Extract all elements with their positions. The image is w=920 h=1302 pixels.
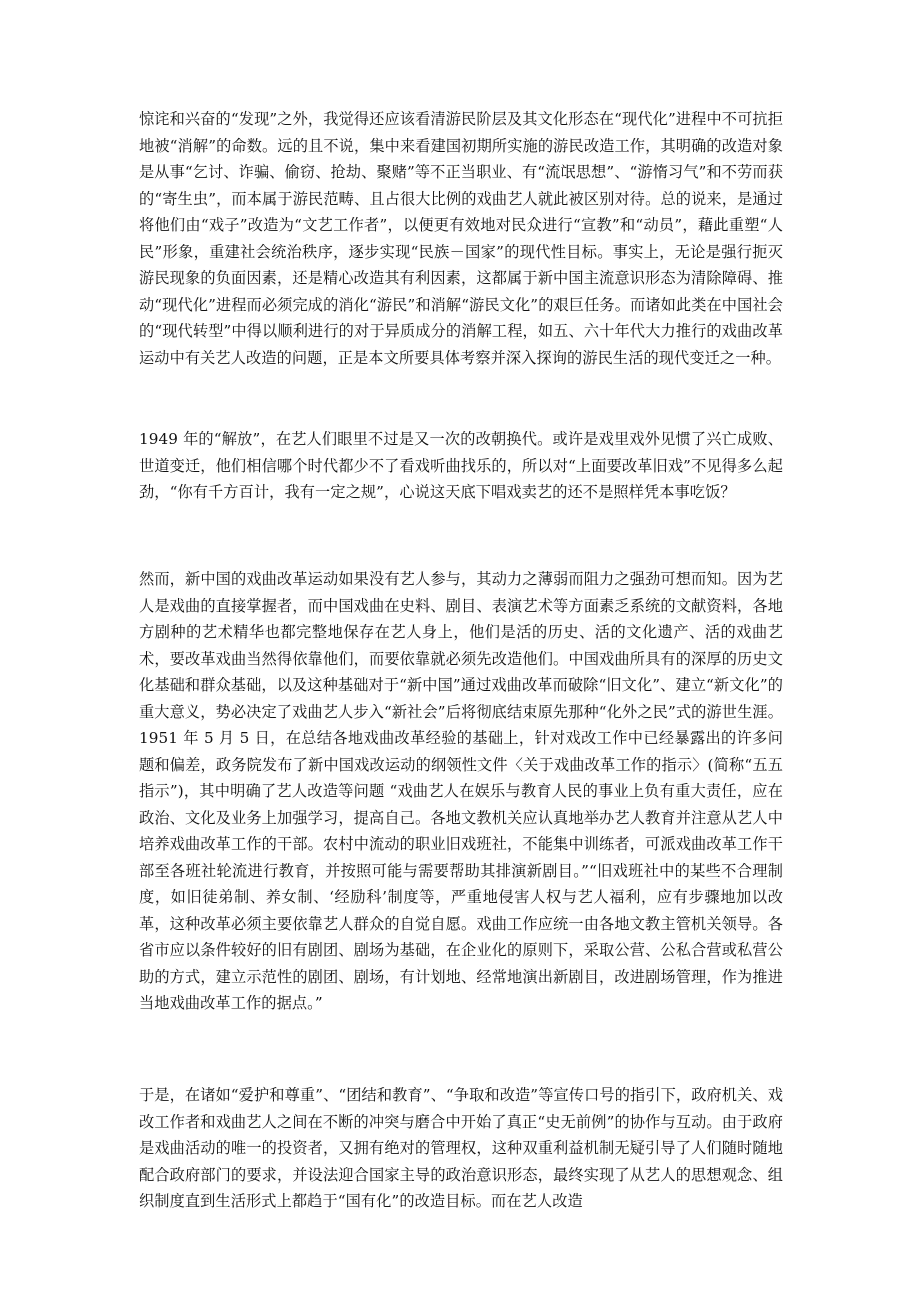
paragraph-3: 然而，新中国的戏曲改革运动如果没有艺人参与，其动力之薄弱而阻力之强劲可想而知。因为艺人是戏曲的直接掌握者，而中国戏曲在史料、剧目、表演艺术等方面素乏系统的文献资料，各地方剧种的艺术精华也都完整地保存在艺人身上，他们是活的历史、活的文化遗产、活的戏曲艺术，要改革戏曲当然得依靠他们，而要依靠就必须先改造他们。中国戏曲所具有的深厚的历史文化基础和群众基础，以及这种基础对于“新中国”通过戏曲改革而破除“旧文化”、建立“新文化”的重大意义，势必决定了戏曲艺人步入“新社会”后将彻底结束原先那种“化外之民”式的游世生涯。1951 年 5 月 5 日，在总结各地戏曲改革经验的基础上，针对戏改工作中已经暴露出的许多问题和偏差，政务院发布了新中国戏改运动的纲领性文件〈关于戏曲改革工作的指示〉(简称“五五指示”)，其中明确了艺人改造等问题 “戏曲艺人在娱乐与教育人民的事业上负有重大责任，应在政治、文化及业务上加强学习，提高自己。各地文教机关应认真地举办艺人教育并注意从艺人中培养戏曲改革工作的干部。农村中流动的职业旧戏班社，不能集中训练者，可派戏曲改革工作干部至各班社轮流进行教育，并按照可能与需要帮助其排演新剧目。”“旧戏班社中的某些不合理制度，如旧徒弟制、养女制、‘经励科’制度等，严重地侵害人权与艺人福利，应有步骤地加以改革，这种改革必须主要依靠艺人群众的自觉自愿。戏曲工作应统一由各地文教主管机关领导。各省市应以条件较好的旧有剧团、剧场为基础，在企业化的原则下，采取公营、公私合营或私营公助的方式，建立示范性的剧团、剧场，有计划地、经常地演出新剧目，改进剧场管理，作为推进当地戏曲改革工作的据点。” bbox=[139, 570, 783, 1012]
paragraph-1: 惊诧和兴奋的“发现”之外，我觉得还应该看清游民阶层及其文化形态在“现代化”进程中不可抗拒地被“消解”的命数。远的且不说，集中来看建国初期所实施的游民改造工作，其明确的改造对象是从事“乞讨、诈骗、偷窃、抢劫、聚赌”等不正当职业、有“流氓思想”、“游惰习气”和不劳而获的“寄生虫”，而本属于游民范畴、且占很大比例的戏曲艺人就此被区别对待。总的说来，是通过将他们由“戏子”改造为“文艺工作者”，以便更有效地对民众进行“宣教”和“动员”，藉此重塑“人民”形象，重建社会统治秩序，逐步实现“民族－国家”的现代性目标。事实上，无论是强行扼灭游民现象的负面因素，还是精心改造其有利因素，这都属于新中国主流意识形态为清除障碍、推动“现代化”进程而必须完成的消化“游民”和消解“游民文化”的艰巨任务。而诸如此类在中国社会的“现代转型”中得以顺利进行的对于异质成分的消解工程，如五、六十年代大力推行的戏曲改革运动中有关艺人改造的问题，正是本文所要具体考察并深入探询的游民生活的现代变迁之一种。 bbox=[139, 110, 783, 367]
paragraph-4: 于是，在诸如“爱护和尊重”、“团结和教育”、“争取和改造”等宣传口号的指引下，政府机关、戏改工作者和戏曲艺人之间在不断的冲突与磨合中开始了真正“史无前例”的协作与互动。由于政府是戏曲活动的唯一的投资者，又拥有绝对的管理权，这种双重利益机制无疑引导了人们随时随地配合政府部门的要求，并设法迎合国家主导的政治意识形态，最终实现了从艺人的思想观念、组织制度直到生活形式上都趋于“国有化”的改造目标。而在艺人改造 bbox=[139, 1086, 783, 1210]
paragraph-2: 1949 年的“解放”，在艺人们眼里不过是又一次的改朝换代。或许是戏里戏外见惯了兴亡成败、世道变迁，他们相信哪个时代都少不了看戏听曲找乐的，所以对“上面要改革旧戏”不见得多么起劲，“你有千方百计，我有一定之规”，心说这天底下唱戏卖艺的还不是照样凭本事吃饭？ bbox=[139, 430, 783, 501]
